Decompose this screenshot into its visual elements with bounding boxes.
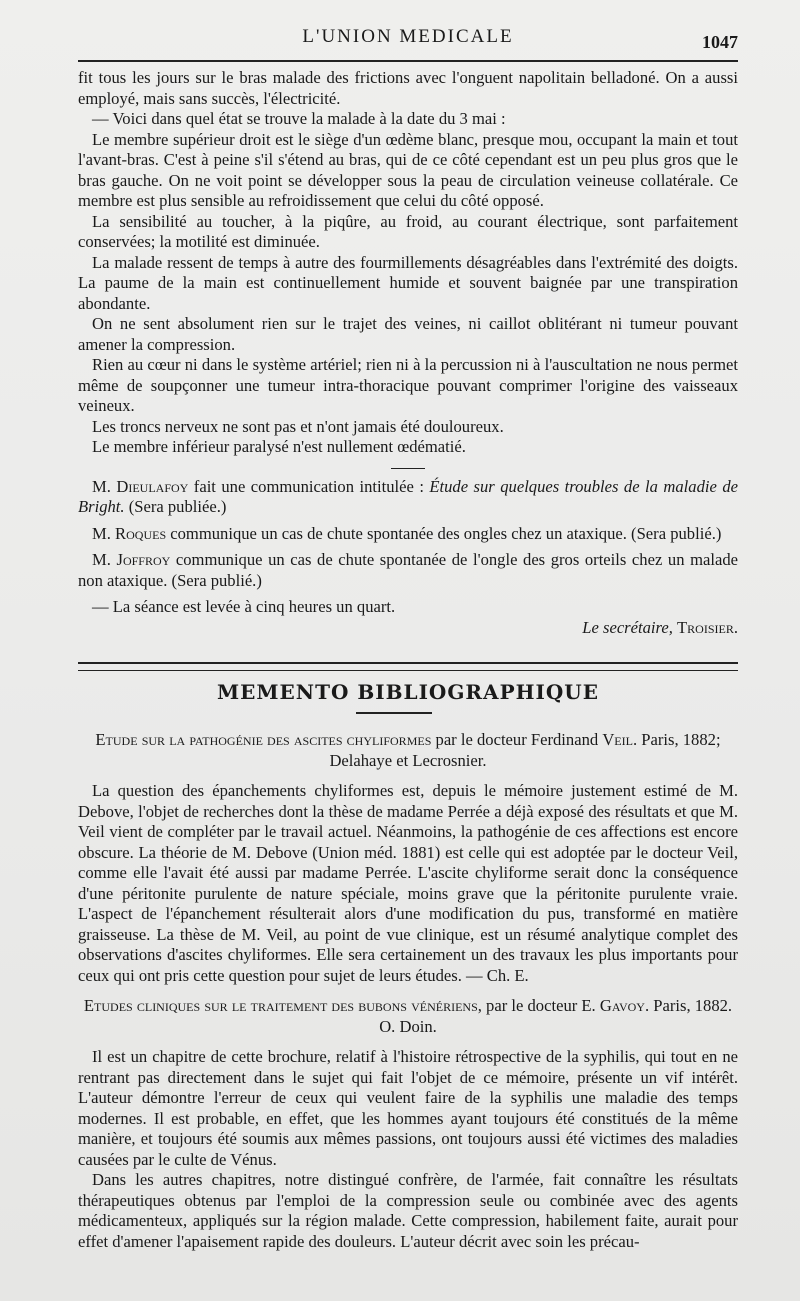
speaker-name: M. Dieulafoy [92,476,189,496]
paragraph: La sensibilité au toucher, à la piqûre, au froid, au courant électrique, sont parfaitement conservées; la motilité est diminuée. [78,211,738,251]
double-divider [78,662,738,671]
review-body: Il est un chapitre de cette brochure, relatif à l'histoire rétrospective de la syphilis, qui tout en ne rentrant pas directement dans le sujet qui fait l'objet de ce mémoire, présente un vif intérêt. L'auteur démontre l'erreur de ceux qui veulent faire de la syphilis une maladie des temps modernes. Il est probable, en effet, que les hommes ayant toujours été constitués de la même manière, et toujours été soumis aux mêmes passions, ont toujours aussi été victimes des maladies causées par le culte de Vénus. [78,1047,738,1169]
communication-text: fait une communication intitulée : [188,476,430,496]
paragraph: La malade ressent de temps à autre des fourmillements désagréables dans l'extrémité des doigts. La paume de la main est continuellement humide et souvent baignée par une transpiration abondante. [78,252,738,313]
paragraph: Rien au cœur ni dans le système artériel; rien ni à la percussion ni à l'auscultation ne nous permet même de soupçonner une tumeur intra-thoracique pouvant comprimer l'origine des vaisseaux veineux. [78,355,738,415]
signature-role: Le secrétaire, [582,617,678,637]
review-heading [78,730,738,771]
article-body [78,68,738,638]
speaker-name: M. Roques [92,523,167,543]
signature [78,618,738,639]
page-number: 1047 [702,32,738,52]
review-title: Etudes cliniques sur le traitement des bubons vénériens [83,996,478,1015]
review-publication: Paris, 1882. O. Doin. [379,996,733,1036]
review-body: La question des épanchements chyliformes est, depuis le mémoire justement estimé de M. Debove, l'objet de recherches dont la thèse de madame Perrée a déjà exposé des résultats et que M. Veil vient de compléter par le travail actuel. Néanmoins, la pathogénie de ces affections est encore obscure. La théorie de M. Debove (Union méd. 1881) est celle qui est adoptée par le docteur Veil, comme elle l'avait été aussi par madame Perrée. L'ascite chyliforme serait donc la conséquence d'une péritonite purulente de nature spéciale, moins grave que la péritonite purulente vraie. L'aspect de l'épanchement résulterait alors d'une modification du pus, transformé en matière graisseuse. La thèse de M. Veil, au point de vue clinique, est un résumé analytique complet des observations d'ascites chyliformes. Elle sera certainement un des travaux les plus importants pour ceux qui ont pris cette question pour sujet de leurs études. — Ch. E. [78,781,738,985]
closing-line: — La séance est levée à cinq heures un quart. [92,597,396,616]
review-author: Veil. [602,730,638,749]
running-header [78,26,738,54]
header-rule [78,60,738,62]
communication-note: (Sera publiée.) [124,497,227,516]
review-byline: , par le docteur E. [477,996,600,1015]
review-byline: par le docteur Ferdinand [431,730,603,749]
paragraph: Le membre inférieur paralysé n'est nullement œdématié. [92,437,466,456]
communication-text: communique un cas de chute spontanée des ongles chez un ataxique. (Sera publié.) [166,523,722,543]
paragraph: — Voici dans quel état se trouve la malade à la date du 3 mai : [92,109,506,128]
journal-title: L'UNION MEDICALE [302,26,514,47]
section-title: MEMENTO BIBLIOGRAPHIQUE [217,680,599,704]
paragraph: Le membre supérieur droit est le siège d'un œdème blanc, presque mou, occupant la main et tout l'avant-bras. C'est à peine s'il s'étend au bras, qui de ce côté cependant est un peu plus gros que le bras gauche. On ne voit point se développer sous la peau de circulation veineuse collatérale. Ce membre est plus sensible au refroidissement que celui du côté opposé. [78,129,738,210]
paragraph: fit tous les jours sur le bras malade des frictions avec l'onguent napolitain belladoné. On a aussi employé, mais sans succès, l'électricité. [78,68,738,108]
communication-item [78,477,738,518]
speaker-name: M. Joffroy [92,550,171,569]
bibliography-section [78,730,738,1252]
review-publication: Paris, 1882; Delahaye et Lecrosnier. [329,730,721,770]
paragraph: Les troncs nerveux ne sont pas et n'ont jamais été douloureux. [92,416,504,436]
review-heading [78,996,738,1037]
signature-name: Troisier. [677,617,738,637]
review-author: Gavoy. [599,996,650,1015]
title-underline [356,712,432,714]
communication-text: communique un cas de chute spontanée de l'ongle des gros orteils chez un malade non ataxique. (Sera publié.) [78,550,738,590]
communication-item [78,550,738,591]
section-divider [391,468,425,469]
communication-title: Étude sur quelques troubles de la maladie de Bright. [78,476,738,516]
paragraph: On ne sent absolument rien sur le trajet des veines, ni caillot oblitérant ni tumeur pouvant amener la compression. [78,314,738,354]
review-title: Etude sur la pathogénie des ascites chyliformes [95,730,432,749]
communication-item [78,524,738,545]
review-body: Dans les autres chapitres, notre distingué confrère, de l'armée, fait connaître les résultats thérapeutiques obtenus par l'emploi de la compression seule ou combinée avec des agents médicamenteux, appliqués sur la région malade. Cette compression, habilement faite, aurait pour effet d'amener l'apaisement rapide des douleurs. L'auteur décrit avec soin les précau- [78,1170,738,1251]
